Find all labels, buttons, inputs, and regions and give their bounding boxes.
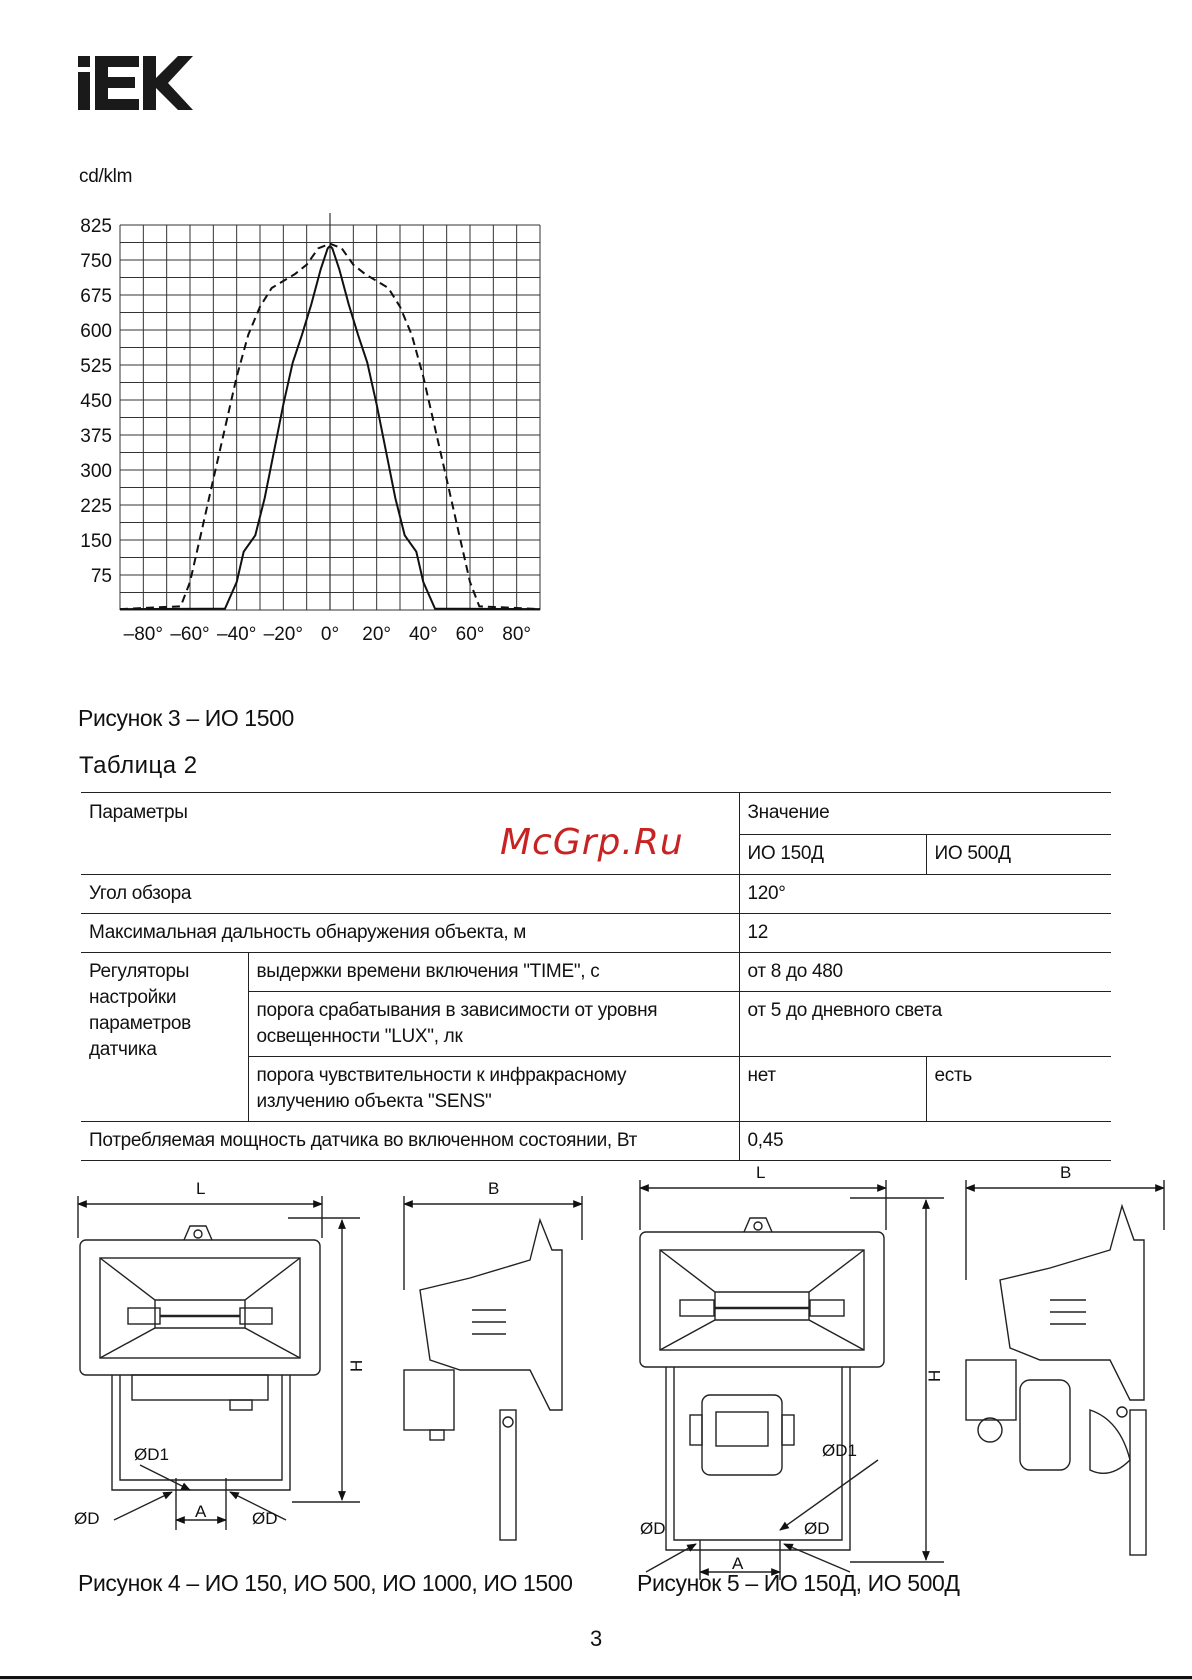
header-io150d: ИО 150Д <box>739 834 926 874</box>
table-row <box>81 953 1111 992</box>
fig5-dim-L: L <box>756 1163 766 1182</box>
x-tick-label: –80° <box>123 624 163 645</box>
y-tick-label: 375 <box>80 426 112 447</box>
parameters-table <box>81 792 1111 1161</box>
figure-4-caption: Рисунок 4 – ИО 150, ИО 500, ИО 1000, ИО 1500 <box>78 1570 573 1596</box>
header-value: Значение <box>739 793 1111 835</box>
fig4-side-view <box>404 1196 582 1540</box>
x-tick-label: 60° <box>455 624 485 645</box>
fig5-dim-B: B <box>1060 1163 1072 1182</box>
y-tick-label: 450 <box>80 391 112 412</box>
row-regulators-label: Регуляторы настройки параметров датчика <box>81 953 248 1122</box>
table-header-row <box>81 793 1111 835</box>
fig4-dim-A: A <box>195 1502 207 1521</box>
fig5-dim-D-left: ØD <box>640 1519 666 1538</box>
y-tick-label: 525 <box>80 356 112 377</box>
fig4-dim-H: H <box>347 1359 366 1372</box>
fig4-dim-D1: ØD1 <box>134 1445 169 1464</box>
x-tick-label: –40° <box>217 624 257 645</box>
fig5-front-view <box>640 1180 944 1580</box>
iek-logo <box>78 56 193 110</box>
x-tick-label: 0° <box>320 624 340 645</box>
row-range-label: Максимальная дальность обнаружения объекта, м <box>81 914 739 953</box>
table-row <box>81 875 1111 914</box>
y-tick-label: 675 <box>80 286 112 307</box>
row-sens-value-150d: нет <box>739 1057 926 1122</box>
fig4-dim-B: B <box>488 1179 500 1198</box>
fig5-dim-H: H <box>925 1369 944 1382</box>
x-tick-label: –20° <box>263 624 303 645</box>
row-angle-label: Угол обзора <box>81 875 739 914</box>
x-tick-label: 20° <box>362 624 392 645</box>
floodlight-drawings <box>60 1160 1190 1573</box>
row-sens-value-500d: есть <box>926 1057 1111 1122</box>
row-power-value: 0,45 <box>739 1122 1111 1161</box>
fig5-side-view <box>966 1180 1164 1555</box>
fig4-dim-D-left: ØD <box>74 1509 100 1528</box>
fig4-front-view <box>78 1196 360 1530</box>
light-distribution-chart <box>60 200 550 690</box>
row-time-label: выдержки времени включения "TIME", с <box>248 953 739 992</box>
header-io500d: ИО 500Д <box>926 834 1111 874</box>
fig4-dim-L: L <box>196 1179 206 1198</box>
watermark: McGrp.Ru <box>500 822 684 863</box>
table-title: Таблица 2 <box>79 752 198 779</box>
row-power-label: Потребляемая мощность датчика во включенном состоянии, Вт <box>81 1122 739 1161</box>
row-range-value: 12 <box>739 914 1111 953</box>
figure-5-caption: Рисунок 5 – ИО 150Д, ИО 500Д <box>637 1570 960 1596</box>
header-params: Параметры <box>81 793 739 875</box>
row-lux-value: от 5 до дневного света <box>739 992 1111 1057</box>
fig4-dim-D-right: ØD <box>252 1509 278 1528</box>
row-time-value: от 8 до 480 <box>739 953 1111 992</box>
y-tick-label: 150 <box>80 531 112 552</box>
y-tick-label: 75 <box>90 566 112 587</box>
figure-3-caption: Рисунок 3 – ИО 1500 <box>78 705 294 731</box>
y-tick-label: 600 <box>80 321 112 342</box>
y-tick-label: 300 <box>80 461 112 482</box>
y-axis-ticks <box>80 216 112 587</box>
x-tick-label: –60° <box>170 624 210 645</box>
x-axis-ticks <box>124 624 531 645</box>
table-row <box>81 914 1111 953</box>
table-row <box>81 1122 1111 1161</box>
x-tick-label: 40° <box>408 624 438 645</box>
chart-grid <box>120 213 540 610</box>
page-number: 3 <box>590 1626 603 1651</box>
row-lux-label: порога срабатывания в зависимости от уровня освещенности "LUX", лк <box>248 992 739 1057</box>
fig5-dim-D-right: ØD <box>804 1519 830 1538</box>
row-angle-value: 120° <box>739 875 1111 914</box>
x-tick-label: 80° <box>502 624 532 645</box>
row-sens-label: порога чувствительности к инфракрасному излучению объекта "SENS" <box>248 1057 739 1122</box>
fig5-dim-A: A <box>732 1554 744 1573</box>
y-tick-label: 225 <box>80 496 112 517</box>
y-tick-label: 750 <box>80 251 112 272</box>
fig5-dim-D1: ØD1 <box>822 1441 857 1460</box>
y-tick-label: 825 <box>80 216 112 237</box>
chart-unit-label: cd/klm <box>79 166 133 187</box>
